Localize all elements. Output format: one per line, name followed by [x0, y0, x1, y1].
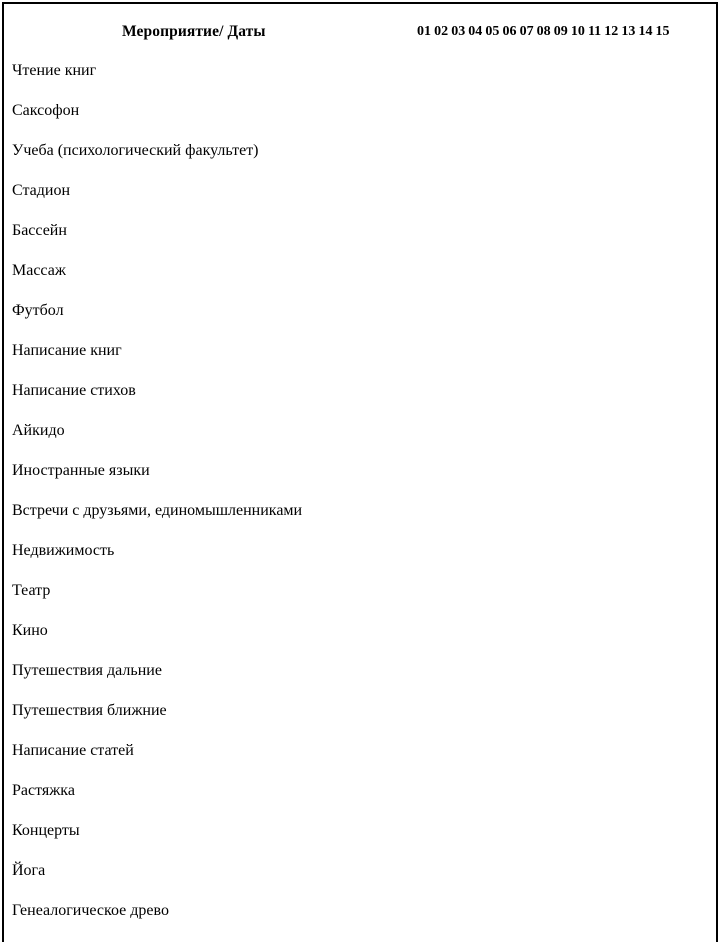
table-row[interactable]	[4, 332, 716, 372]
activity-label: Айкидо	[12, 422, 65, 439]
activity-label: Растяжка	[12, 782, 75, 799]
table-row[interactable]	[4, 292, 716, 332]
day-cell-group	[417, 781, 673, 799]
day-cell-group	[417, 541, 673, 559]
table-row[interactable]	[4, 212, 716, 252]
activity-label: Массаж	[12, 262, 66, 279]
table-row[interactable]	[4, 372, 716, 412]
table-row[interactable]	[4, 892, 716, 932]
day-cell-group	[417, 61, 673, 79]
activity-label: Учеба (психологический факультет)	[12, 142, 259, 159]
table-row[interactable]	[4, 612, 716, 652]
day-cell-group	[417, 741, 673, 759]
table-header-row	[4, 4, 716, 52]
day-cell-group	[417, 341, 673, 359]
day-cell-group	[417, 701, 673, 719]
activity-label: Йога	[12, 862, 46, 879]
table-row[interactable]	[4, 532, 716, 572]
activity-label: Путешествия ближние	[12, 702, 167, 719]
table-row[interactable]	[4, 252, 716, 292]
header-date-cell[interactable]: 04	[468, 24, 483, 39]
header-date-cell[interactable]: 05	[485, 24, 500, 39]
table-row[interactable]	[4, 652, 716, 692]
activity-label: Кино	[12, 622, 48, 639]
table-row[interactable]	[4, 52, 716, 92]
table-row[interactable]	[4, 492, 716, 532]
table-row[interactable]	[4, 172, 716, 212]
day-cell-group	[417, 141, 673, 159]
table-row[interactable]	[4, 692, 716, 732]
day-cell-group	[417, 581, 673, 599]
activity-label: Иностранные языки	[12, 462, 150, 479]
header-date-cell[interactable]: 10	[570, 24, 585, 39]
day-cell-group	[417, 821, 673, 839]
day-cell-group	[417, 101, 673, 119]
header-date-cell[interactable]: 02	[434, 24, 449, 39]
header-date-columns	[417, 25, 670, 39]
table-row[interactable]	[4, 92, 716, 132]
day-cell-group	[417, 621, 673, 639]
activity-label: Недвижимость	[12, 542, 115, 559]
day-cell-group	[417, 501, 673, 519]
header-date-cell[interactable]: 13	[621, 24, 636, 39]
header-date-cell[interactable]: 15	[655, 24, 670, 39]
table-row[interactable]	[4, 412, 716, 452]
table-body	[4, 52, 716, 932]
header-date-cell[interactable]: 11	[587, 24, 602, 39]
header-date-cell[interactable]: 06	[502, 24, 517, 39]
activity-label: Саксофон	[12, 102, 80, 119]
day-cell-group	[417, 181, 673, 199]
activity-label: Концерты	[12, 822, 80, 839]
activity-label: Бассейн	[12, 222, 67, 239]
day-cell-group	[417, 901, 673, 919]
header-title-activity-dates: Мероприятие/ Даты	[122, 23, 266, 40]
activity-label: Театр	[12, 582, 51, 599]
header-date-cell[interactable]: 09	[553, 24, 568, 39]
activity-label: Встречи с друзьями, единомышленниками	[12, 502, 303, 519]
table-row[interactable]	[4, 772, 716, 812]
table-row[interactable]	[4, 572, 716, 612]
table-row[interactable]	[4, 132, 716, 172]
day-cell-group	[417, 661, 673, 679]
activity-label: Написание стихов	[12, 382, 136, 399]
header-date-cell[interactable]: 07	[519, 24, 534, 39]
day-cell-group	[417, 381, 673, 399]
activity-label: Путешествия дальние	[12, 662, 162, 679]
activity-schedule-table	[2, 2, 718, 942]
activity-label: Написание статей	[12, 742, 134, 759]
activity-label: Написание книг	[12, 342, 122, 359]
table-row[interactable]	[4, 812, 716, 852]
day-cell-group	[417, 301, 673, 319]
header-date-cell[interactable]: 01	[417, 24, 431, 39]
header-date-cell[interactable]: 14	[638, 24, 653, 39]
day-cell-group	[417, 421, 673, 439]
table-row[interactable]	[4, 852, 716, 892]
table-row[interactable]	[4, 452, 716, 492]
activity-label: Футбол	[12, 302, 64, 319]
header-date-cell[interactable]: 08	[536, 24, 551, 39]
day-cell-group	[417, 221, 673, 239]
activity-label: Генеалогическое древо	[12, 902, 169, 919]
table-row[interactable]	[4, 732, 716, 772]
day-cell-group	[417, 461, 673, 479]
header-date-cell[interactable]: 12	[604, 24, 619, 39]
header-date-cell[interactable]: 03	[451, 24, 466, 39]
activity-label: Стадион	[12, 182, 71, 199]
activity-label: Чтение книг	[12, 62, 97, 79]
day-cell-group	[417, 861, 673, 879]
day-cell-group	[417, 261, 673, 279]
